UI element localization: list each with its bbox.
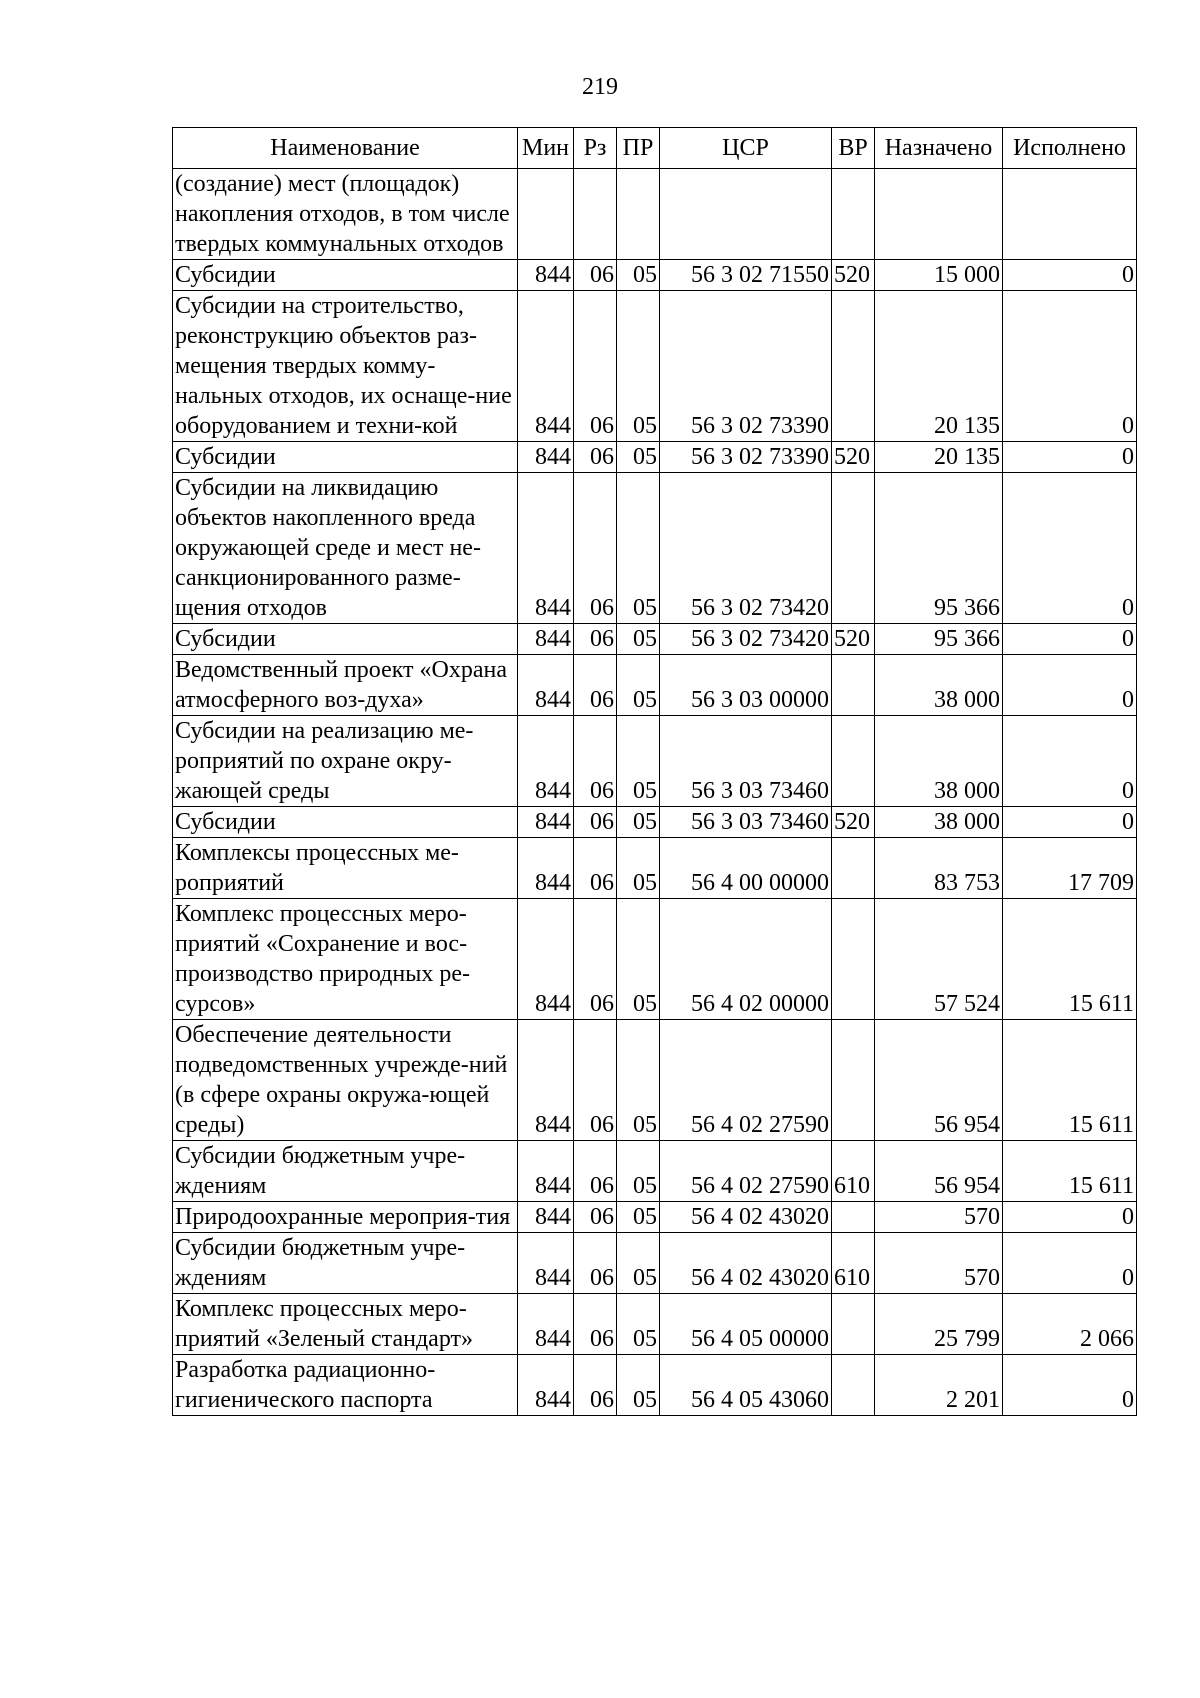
row-name: Субсидии [173, 260, 518, 291]
col-header-vr: ВР [832, 128, 875, 169]
row-rz: 06 [574, 473, 617, 624]
table-row [173, 899, 1137, 1020]
col-header-csr: ЦСР [660, 128, 832, 169]
row-name: (создание) мест (площадок) накопления отходов, в том числе твердых коммунальных отходов [173, 169, 518, 260]
row-vr: 610 [832, 1141, 875, 1202]
row-pr: 05 [617, 899, 660, 1020]
row-rz: 06 [574, 1141, 617, 1202]
row-pr: 05 [617, 1020, 660, 1141]
row-executed: 17 709 [1003, 838, 1137, 899]
row-csr: 56 4 02 27590 [660, 1020, 832, 1141]
row-executed: 0 [1003, 473, 1137, 624]
row-executed: 0 [1003, 442, 1137, 473]
row-assigned: 38 000 [875, 807, 1003, 838]
row-vr: 520 [832, 807, 875, 838]
row-rz: 06 [574, 1294, 617, 1355]
row-assigned: 38 000 [875, 655, 1003, 716]
row-rz: 06 [574, 442, 617, 473]
row-name: Разработка радиационно-гигиенического паспорта [173, 1355, 518, 1416]
row-rz: 06 [574, 655, 617, 716]
row-pr: 05 [617, 442, 660, 473]
col-header-rz: Рз [574, 128, 617, 169]
row-name: Субсидии на строительство, реконструкцию объектов раз-мещения твердых комму-нальных отходов, их оснаще-ние оборудованием и техни-кой [173, 291, 518, 442]
row-pr: 05 [617, 291, 660, 442]
row-executed: 0 [1003, 260, 1137, 291]
row-executed: 2 066 [1003, 1294, 1137, 1355]
row-min: 844 [518, 442, 574, 473]
row-name: Комплекс процессных меро-приятий «Сохранение и вос-производство природных ре-сурсов» [173, 899, 518, 1020]
row-pr: 05 [617, 1355, 660, 1416]
row-min: 844 [518, 1294, 574, 1355]
row-rz: 06 [574, 1233, 617, 1294]
row-rz: 06 [574, 716, 617, 807]
row-min: 844 [518, 1141, 574, 1202]
row-pr: 05 [617, 655, 660, 716]
table-row [173, 1355, 1137, 1416]
row-executed: 0 [1003, 1202, 1137, 1233]
row-assigned: 15 000 [875, 260, 1003, 291]
row-executed: 15 611 [1003, 899, 1137, 1020]
row-executed [1003, 169, 1137, 260]
row-csr: 56 3 02 73390 [660, 291, 832, 442]
row-min: 844 [518, 473, 574, 624]
row-csr: 56 4 02 00000 [660, 899, 832, 1020]
row-name: Субсидии [173, 807, 518, 838]
row-rz: 06 [574, 1202, 617, 1233]
row-csr: 56 3 02 73420 [660, 624, 832, 655]
row-rz: 06 [574, 624, 617, 655]
row-assigned: 95 366 [875, 624, 1003, 655]
row-assigned [875, 169, 1003, 260]
table-row [173, 169, 1137, 260]
row-pr: 05 [617, 473, 660, 624]
col-header-pr: ПР [617, 128, 660, 169]
row-csr: 56 3 02 73420 [660, 473, 832, 624]
row-vr: 520 [832, 624, 875, 655]
row-min: 844 [518, 899, 574, 1020]
row-assigned: 57 524 [875, 899, 1003, 1020]
row-assigned: 25 799 [875, 1294, 1003, 1355]
row-vr [832, 1294, 875, 1355]
row-executed: 0 [1003, 291, 1137, 442]
row-name: Комплексы процессных ме-роприятий [173, 838, 518, 899]
row-name: Субсидии на ликвидацию объектов накопленного вреда окружающей среде и мест не-санкционированного разме-щения отходов [173, 473, 518, 624]
row-csr: 56 4 02 43020 [660, 1233, 832, 1294]
row-pr [617, 169, 660, 260]
row-pr: 05 [617, 807, 660, 838]
row-name: Ведомственный проект «Охрана атмосферного воз-духа» [173, 655, 518, 716]
row-vr [832, 899, 875, 1020]
row-pr: 05 [617, 1202, 660, 1233]
row-vr [832, 716, 875, 807]
row-vr: 520 [832, 260, 875, 291]
row-assigned: 56 954 [875, 1141, 1003, 1202]
row-executed: 15 611 [1003, 1141, 1137, 1202]
row-executed: 0 [1003, 1355, 1137, 1416]
row-min: 844 [518, 624, 574, 655]
table-row [173, 1202, 1137, 1233]
row-assigned: 570 [875, 1202, 1003, 1233]
row-executed: 0 [1003, 716, 1137, 807]
row-min: 844 [518, 807, 574, 838]
table-row [173, 291, 1137, 442]
row-name: Субсидии [173, 442, 518, 473]
row-min [518, 169, 574, 260]
table-row [173, 1294, 1137, 1355]
page-number: 219 [582, 74, 618, 100]
row-vr [832, 1202, 875, 1233]
row-csr: 56 3 03 00000 [660, 655, 832, 716]
table-row [173, 655, 1137, 716]
row-pr: 05 [617, 716, 660, 807]
row-name: Субсидии [173, 624, 518, 655]
row-assigned: 83 753 [875, 838, 1003, 899]
row-name: Обеспечение деятельности подведомственных учрежде-ний (в сфере охраны окружа-ющей среды) [173, 1020, 518, 1141]
row-assigned: 20 135 [875, 442, 1003, 473]
row-name: Субсидии бюджетным учре-ждениям [173, 1233, 518, 1294]
row-min: 844 [518, 838, 574, 899]
row-min: 844 [518, 1020, 574, 1141]
row-assigned: 20 135 [875, 291, 1003, 442]
row-rz: 06 [574, 899, 617, 1020]
row-min: 844 [518, 260, 574, 291]
col-header-executed: Исполнено [1003, 128, 1137, 169]
row-executed: 15 611 [1003, 1020, 1137, 1141]
row-vr: 610 [832, 1233, 875, 1294]
table-row [173, 473, 1137, 624]
row-vr [832, 473, 875, 624]
row-min: 844 [518, 1355, 574, 1416]
row-min: 844 [518, 1233, 574, 1294]
header-row [173, 128, 1137, 169]
row-rz: 06 [574, 838, 617, 899]
row-name: Субсидии бюджетным учре-ждениям [173, 1141, 518, 1202]
row-assigned: 56 954 [875, 1020, 1003, 1141]
row-executed: 0 [1003, 624, 1137, 655]
table-row [173, 716, 1137, 807]
table-row [173, 1020, 1137, 1141]
row-vr [832, 291, 875, 442]
row-rz [574, 169, 617, 260]
row-executed: 0 [1003, 1233, 1137, 1294]
row-vr [832, 169, 875, 260]
budget-table [172, 127, 1137, 1416]
row-rz: 06 [574, 807, 617, 838]
col-header-assigned: Назначено [875, 128, 1003, 169]
row-assigned: 2 201 [875, 1355, 1003, 1416]
row-executed: 0 [1003, 807, 1137, 838]
row-executed: 0 [1003, 655, 1137, 716]
table-row [173, 260, 1137, 291]
row-csr: 56 4 05 43060 [660, 1355, 832, 1416]
row-min: 844 [518, 1202, 574, 1233]
row-pr: 05 [617, 624, 660, 655]
row-pr: 05 [617, 1233, 660, 1294]
row-pr: 05 [617, 838, 660, 899]
row-csr: 56 3 02 73390 [660, 442, 832, 473]
row-csr [660, 169, 832, 260]
row-pr: 05 [617, 260, 660, 291]
row-assigned: 95 366 [875, 473, 1003, 624]
table-row [173, 1141, 1137, 1202]
row-assigned: 38 000 [875, 716, 1003, 807]
row-min: 844 [518, 291, 574, 442]
row-name: Природоохранные мероприя-тия [173, 1202, 518, 1233]
row-min: 844 [518, 655, 574, 716]
row-csr: 56 3 03 73460 [660, 716, 832, 807]
row-min: 844 [518, 716, 574, 807]
row-csr: 56 3 03 73460 [660, 807, 832, 838]
row-csr: 56 4 05 00000 [660, 1294, 832, 1355]
table-row [173, 838, 1137, 899]
row-name: Комплекс процессных меро-приятий «Зеленый стандарт» [173, 1294, 518, 1355]
row-name: Субсидии на реализацию ме-роприятий по охране окру-жающей среды [173, 716, 518, 807]
row-rz: 06 [574, 260, 617, 291]
row-vr [832, 655, 875, 716]
col-header-name: Наименование [173, 128, 518, 169]
col-header-min: Мин [518, 128, 574, 169]
row-csr: 56 3 02 71550 [660, 260, 832, 291]
row-assigned: 570 [875, 1233, 1003, 1294]
row-pr: 05 [617, 1141, 660, 1202]
row-vr: 520 [832, 442, 875, 473]
row-csr: 56 4 00 00000 [660, 838, 832, 899]
row-pr: 05 [617, 1294, 660, 1355]
row-vr [832, 1020, 875, 1141]
table-row [173, 624, 1137, 655]
row-csr: 56 4 02 27590 [660, 1141, 832, 1202]
row-rz: 06 [574, 1355, 617, 1416]
row-vr [832, 838, 875, 899]
row-rz: 06 [574, 1020, 617, 1141]
table-row [173, 807, 1137, 838]
row-csr: 56 4 02 43020 [660, 1202, 832, 1233]
row-rz: 06 [574, 291, 617, 442]
row-vr [832, 1355, 875, 1416]
table-row [173, 1233, 1137, 1294]
table-row [173, 442, 1137, 473]
